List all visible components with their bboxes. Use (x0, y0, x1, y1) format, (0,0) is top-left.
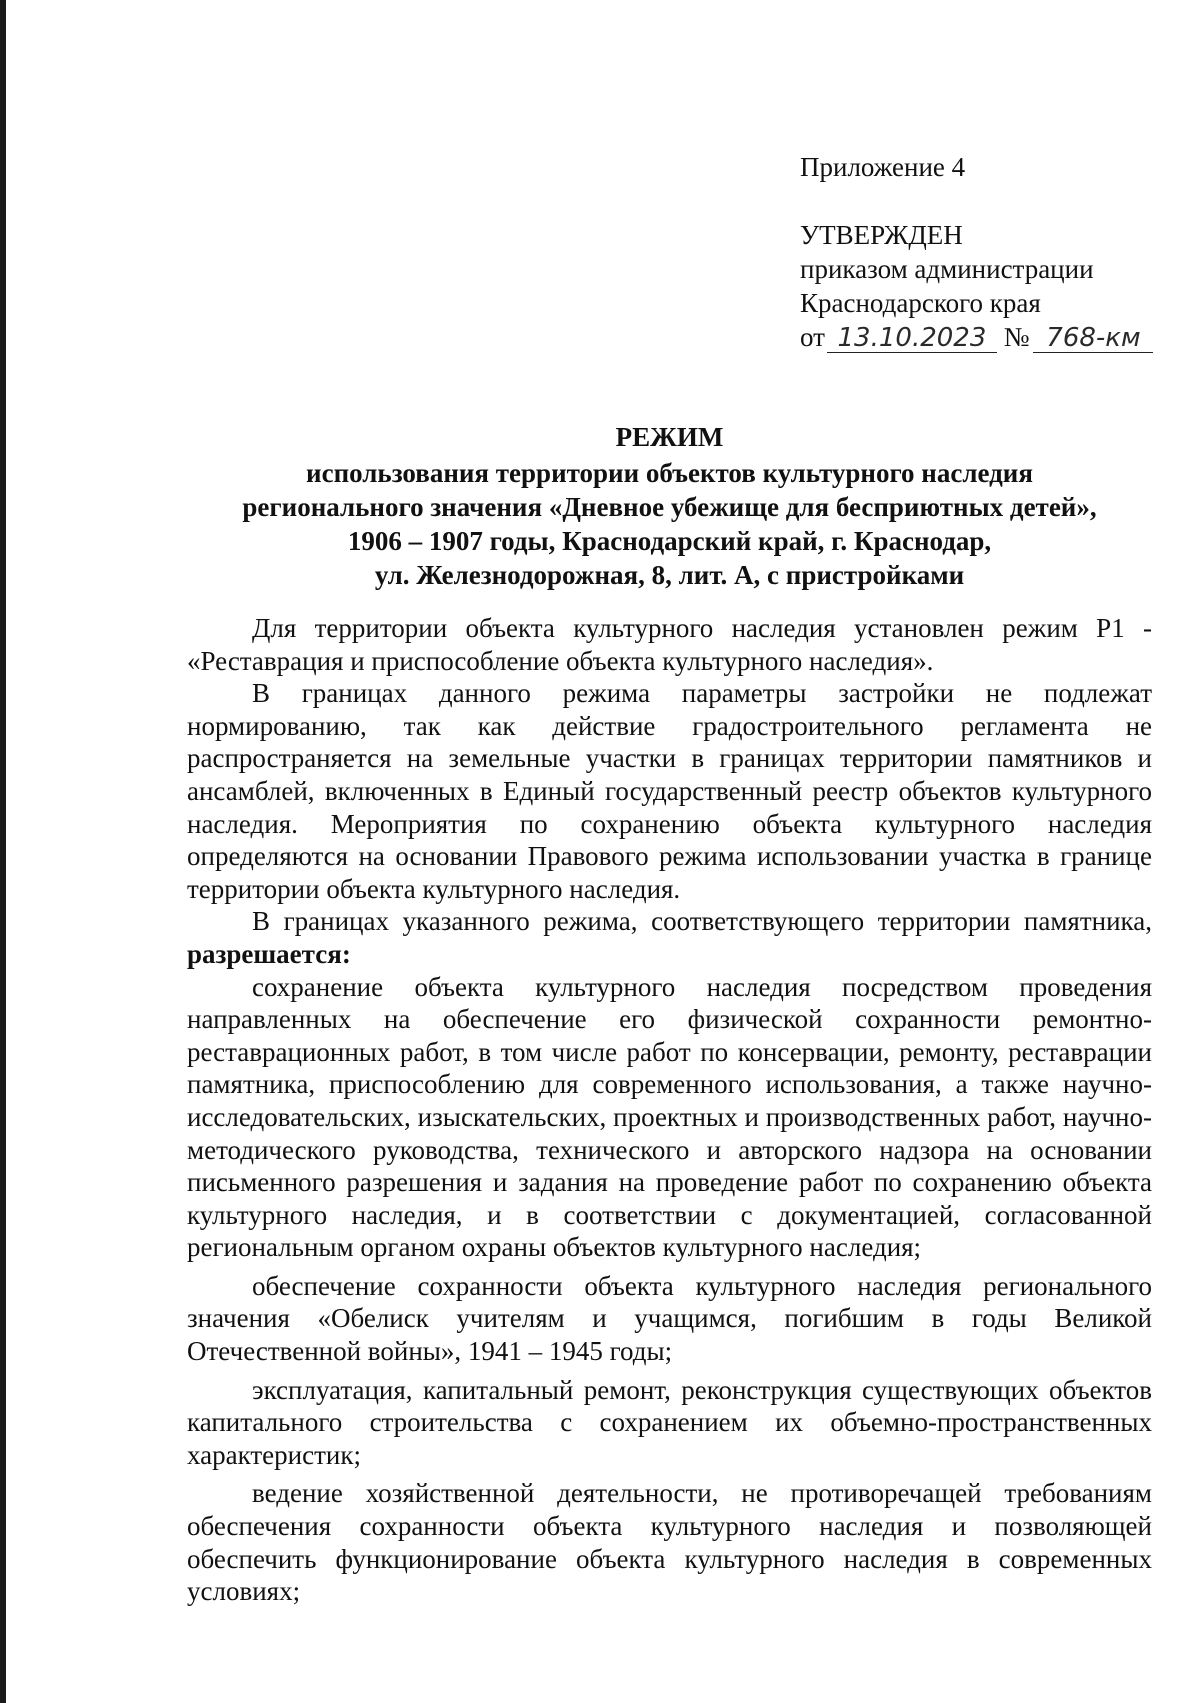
title-main: РЕЖИМ (615, 422, 724, 452)
appendix-label: Приложение 4 (800, 152, 966, 182)
paragraph-preservation: сохранение объекта культурного наследия посредством проведения направленных на обеспечение его физической сохранности ремонтно-реставрационных работ, в том числе работ по консервации, ремонту, реставрации памятника, приспособлению для современного использования, а также научно-исследовательских, изыскательских, проектных и производственных работ, научно-методического руководства, технического и авторского надзора на основании письменного разрешения и задания на проведение работ по сохранению объекта культурного наследия, и в соответствии с документацией, согласованной региональным органом охраны объектов культурного наследия; (187, 971, 1152, 1263)
number-prefix: № (1003, 322, 1030, 352)
scan-edge (0, 0, 6, 1703)
paragraph-permitted-intro (187, 905, 1152, 970)
approved-by-line1: приказом администрации (800, 254, 1094, 284)
document-body (187, 612, 1152, 1608)
handwritten-number: 768-км (1033, 324, 1153, 353)
title-line-2: регионального значения «Дневное убежище для бесприютных детей», (242, 492, 1097, 522)
permitted-intro-text: В границах указанного режима, соответствующего территории памятника, (252, 906, 1152, 937)
paragraph-parameters: В границах данного режима параметры застройки не подлежат нормированию, так как действие градостроительного регламента не распространяется на земельные участки в границах территории памятников и ансамблей, включенных в Единый государственный реестр объектов культурного наследия. Мероприятия по сохранению объекта культурного наследия определяются на основании Правового режима использовании участка в границе территории объекта культурного наследия. (187, 678, 1152, 904)
approved-by-line2: Краснодарского края (800, 288, 1041, 318)
document-title (187, 420, 1152, 592)
paragraph-economic-activity: ведение хозяйственной деятельности, не противоречащей требованиям обеспечения сохранности объекта культурного наследия и позволяющей обеспечить функционирование объекта культурного наследия в современных условиях; (187, 1478, 1152, 1607)
paragraph-obelisk: обеспечение сохранности объекта культурного наследия регионального значения «Обелиск учителям и учащимся, погибшим в годы Великой Отечественной войны», 1941 – 1945 годы; (187, 1270, 1152, 1367)
approval-block (800, 150, 1153, 354)
paragraph-regime: Для территории объекта культурного наследия установлен режим Р1 - «Реставрация и приспособление объекта культурного наследия». (187, 613, 1152, 676)
title-line-3: 1906 – 1907 годы, Краснодарский край, г. Краснодар, (347, 526, 992, 556)
approved-label: УТВЕРЖДЕН (800, 220, 963, 250)
paragraph-operation: эксплуатация, капитальный ремонт, реконструкция существующих объектов капитального строительства с сохранением их объемно-пространственных характеристик; (187, 1374, 1152, 1470)
title-line-4: ул. Железнодорожная, 8, лит. А, с пристройками (374, 560, 965, 590)
permitted-keyword: разрешается: (187, 938, 351, 969)
date-prefix: от (800, 322, 825, 352)
handwritten-date: 13.10.2023 (827, 324, 997, 353)
title-line-1: использования территории объектов культурного наследия (306, 458, 1033, 488)
date-number-line (800, 320, 1153, 354)
